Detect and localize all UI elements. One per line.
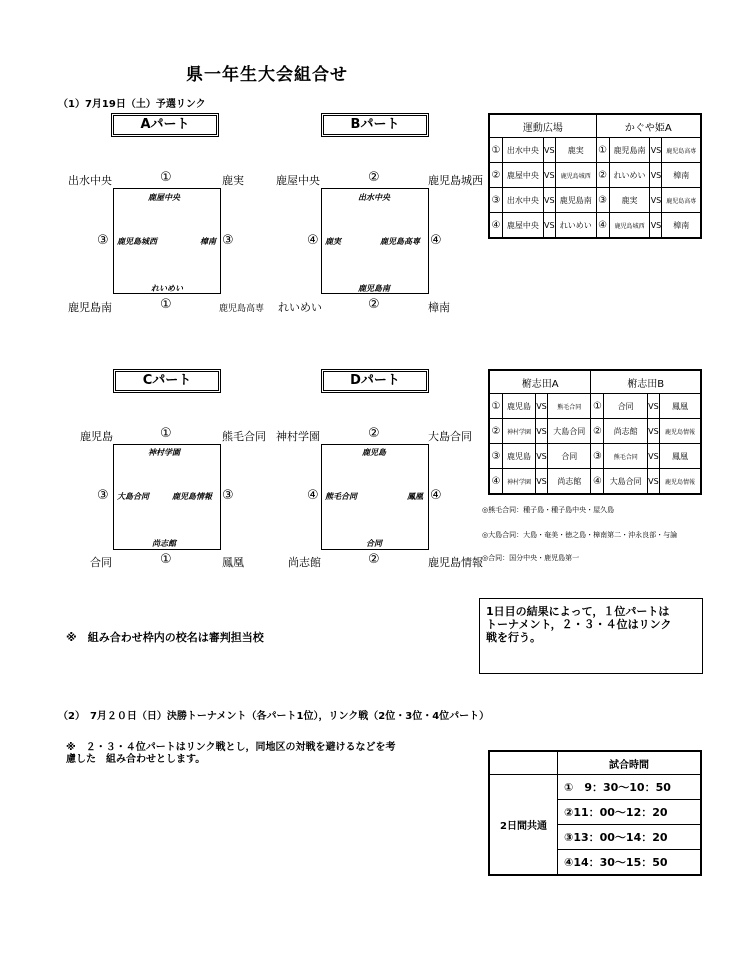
info-line-1: 1日目の結果によって，１位パートは — [486, 605, 670, 618]
info-line-3: 戦を行う。 — [486, 631, 541, 644]
part-a-bottom-left: 鹿児島南 — [68, 301, 112, 314]
table-row — [489, 419, 701, 444]
time-slot: ②11：00～12：20 — [558, 800, 702, 825]
part-d-left-num: ④ — [307, 488, 319, 503]
time-slot: ③13：00～14：20 — [558, 825, 702, 850]
team-cell: 鹿児島 — [503, 444, 536, 469]
time-table-corner — [489, 751, 558, 775]
time-slot: ① 9：30～10：50 — [558, 775, 702, 800]
team-cell: 鹿屋中央 — [503, 213, 544, 239]
part-a-top-right: 鹿実 — [222, 174, 244, 187]
part-c-bottom-right: 鳳凰 — [222, 556, 244, 569]
referee-note: ※ 組み合わせ枠内の校名は審判担当校 — [66, 631, 264, 644]
table-row — [489, 394, 701, 419]
part-a-right-num: ③ — [222, 233, 234, 248]
vs-cell: VS — [647, 394, 659, 419]
team-cell: 合同 — [547, 444, 590, 469]
game-num: ① — [591, 394, 604, 419]
game-num: ③ — [489, 188, 503, 213]
vs-cell: VS — [543, 163, 555, 188]
game-num: ② — [489, 419, 503, 444]
venue-header-2: かぐや姫A — [596, 114, 701, 138]
vs-cell: VS — [650, 138, 662, 163]
venue-header-2: 椨志田B — [591, 370, 701, 394]
vs-cell: VS — [647, 419, 659, 444]
team-cell: 鹿児島城西 — [555, 163, 596, 188]
team-cell: 尚志館 — [547, 469, 590, 495]
part-a-in-top: 鹿屋中央 — [148, 193, 180, 202]
time-table-header: 試合時間 — [558, 751, 702, 775]
part-a-top-left: 出水中央 — [68, 174, 112, 187]
team-cell: 鹿実 — [555, 138, 596, 163]
team-cell: 鹿屋中央 — [503, 163, 544, 188]
table-row — [489, 213, 701, 239]
part-a-in-left: 鹿児島城西 — [117, 237, 157, 246]
team-cell: 鳳凰 — [659, 394, 701, 419]
part-c-bottom-num: ① — [160, 552, 172, 567]
part-d-bottom-num: ② — [368, 552, 380, 567]
table-row — [489, 188, 701, 213]
game-num: ① — [489, 138, 503, 163]
part-b-label: Bパート — [321, 113, 429, 137]
team-cell: 鹿児島高専 — [662, 138, 701, 163]
day1-heading: （1）7月19日（土）予選リンク — [58, 99, 206, 110]
team-cell: 鹿児島情報 — [659, 469, 701, 495]
game-num: ④ — [591, 469, 604, 495]
team-cell: 鹿児島高専 — [662, 188, 701, 213]
part-d-bottom-right: 鹿児島情報 — [428, 556, 483, 569]
part-c-in-top: 神村学園 — [148, 448, 180, 457]
vs-cell: VS — [650, 163, 662, 188]
game-num: ④ — [489, 469, 503, 495]
team-cell: 神村学園 — [503, 419, 536, 444]
part-b-bottom-num: ② — [368, 297, 380, 312]
part-b-in-bottom: 鹿児島南 — [358, 284, 390, 293]
part-b-bottom-right: 樟南 — [428, 301, 450, 314]
team-cell: 大島合同 — [547, 419, 590, 444]
table-row — [489, 444, 701, 469]
team-cell: 大島合同 — [604, 469, 647, 495]
part-a-bottom-num: ① — [160, 297, 172, 312]
team-cell: 鹿児島城西 — [609, 213, 650, 239]
part-b-top-right: 鹿児島城西 — [428, 174, 483, 187]
part-b-top-left: 鹿屋中央 — [276, 174, 320, 187]
team-cell: れいめい — [555, 213, 596, 239]
team-cell: 合同 — [604, 394, 647, 419]
game-num: ① — [596, 138, 609, 163]
info-box — [479, 598, 703, 674]
team-cell: 樟南 — [662, 213, 701, 239]
part-d-in-left: 熊毛合同 — [325, 492, 357, 501]
part-d-label: Dパート — [321, 369, 429, 393]
vs-cell: VS — [543, 188, 555, 213]
team-cell: 神村学園 — [503, 469, 536, 495]
day2-note-line1: ※ ２・３・４位パートはリンク戦とし，同地区の対戦を避けるなどを考 — [66, 742, 396, 753]
schedule-table-2 — [488, 369, 702, 495]
game-num: ① — [489, 394, 503, 419]
game-num: ③ — [489, 444, 503, 469]
vs-cell: VS — [535, 419, 547, 444]
part-a-label: Aパート — [111, 113, 219, 137]
vs-cell: VS — [535, 394, 547, 419]
part-d-in-top: 鹿児島 — [362, 448, 386, 457]
part-b-right-num: ④ — [430, 233, 442, 248]
team-cell: 鹿実 — [609, 188, 650, 213]
note-kumage: ◎熊毛合同：種子島・種子島中央・屋久島 — [482, 506, 615, 514]
part-b-in-top: 出水中央 — [358, 193, 390, 202]
game-num: ② — [591, 419, 604, 444]
part-a-top-num: ① — [160, 170, 172, 185]
part-c-label: Cパート — [113, 369, 221, 393]
team-cell: 樟南 — [662, 163, 701, 188]
vs-cell: VS — [543, 138, 555, 163]
game-num: ④ — [489, 213, 503, 239]
page-title: 県一年生大会組合せ — [186, 65, 348, 85]
time-slot: ④14：30～15：50 — [558, 850, 702, 876]
part-c-in-bottom: 尚志館 — [152, 539, 176, 548]
game-num: ② — [596, 163, 609, 188]
part-a-in-right: 樟南 — [200, 237, 216, 246]
vs-cell: VS — [543, 213, 555, 239]
note-oshima: ◎大島合同：大島・奄美・徳之島・樟南第二・沖永良部・与論 — [482, 531, 678, 539]
part-c-top-num: ① — [160, 426, 172, 441]
vs-cell: VS — [535, 469, 547, 495]
part-a-left-num: ③ — [97, 233, 109, 248]
vs-cell: VS — [650, 213, 662, 239]
part-b-left-num: ④ — [307, 233, 319, 248]
part-d-right-num: ④ — [430, 488, 442, 503]
part-b-in-left: 鹿実 — [325, 237, 341, 246]
part-a-in-bottom: れいめい — [151, 284, 183, 293]
part-c-top-right: 熊毛合同 — [222, 430, 266, 443]
schedule-table-1 — [488, 113, 702, 239]
team-cell: 尚志館 — [604, 419, 647, 444]
part-d-in-bottom: 合同 — [366, 539, 382, 548]
vs-cell: VS — [650, 188, 662, 213]
team-cell: 出水中央 — [503, 138, 544, 163]
table-row — [489, 469, 701, 495]
game-num: ② — [489, 163, 503, 188]
venue-header-1: 椨志田A — [489, 370, 591, 394]
part-c-right-num: ③ — [222, 488, 234, 503]
team-cell: 出水中央 — [503, 188, 544, 213]
part-d-top-left: 神村学園 — [276, 430, 320, 443]
note-godo: ◎合同：国分中央・鹿児島第一 — [482, 554, 580, 562]
table-row — [489, 163, 701, 188]
team-cell: 鹿児島 — [503, 394, 536, 419]
time-table — [488, 750, 702, 876]
part-d-bottom-left: 尚志館 — [288, 556, 321, 569]
team-cell: 鹿児島情報 — [659, 419, 701, 444]
team-cell: 熊毛合同 — [547, 394, 590, 419]
team-cell: 鳳凰 — [659, 444, 701, 469]
day2-heading: （2） 7月２０日（日）決勝トーナメント（各パート1位），リンク戦（2位・3位・4位パート） — [58, 711, 490, 722]
part-b-bottom-left: れいめい — [278, 301, 322, 314]
part-c-in-right: 鹿児島情報 — [172, 492, 212, 501]
team-cell: 鹿児島南 — [609, 138, 650, 163]
time-table-label: 2日間共通 — [489, 775, 558, 876]
info-line-2: トーナメント，２・３・４位はリンク — [486, 618, 672, 631]
game-num: ③ — [596, 188, 609, 213]
part-d-top-right: 大島合同 — [428, 430, 472, 443]
vs-cell: VS — [647, 469, 659, 495]
game-num: ③ — [591, 444, 604, 469]
team-cell: れいめい — [609, 163, 650, 188]
part-d-top-num: ② — [368, 426, 380, 441]
vs-cell: VS — [535, 444, 547, 469]
part-a-bottom-right: 鹿児島高専 — [219, 304, 265, 314]
part-c-top-left: 鹿児島 — [80, 430, 113, 443]
table-row — [489, 138, 701, 163]
day2-note-line2: 慮した 組み合わせとします。 — [66, 754, 206, 765]
part-c-in-left: 大島合同 — [117, 492, 149, 501]
game-num: ④ — [596, 213, 609, 239]
team-cell: 熊毛合同 — [604, 444, 647, 469]
part-d-in-right: 鳳凰 — [407, 492, 423, 501]
part-c-bottom-left: 合同 — [90, 556, 112, 569]
part-b-in-right: 鹿児島高専 — [380, 237, 420, 246]
venue-header-1: 運動広場 — [489, 114, 596, 138]
team-cell: 鹿児島南 — [555, 188, 596, 213]
part-b-top-num: ② — [368, 170, 380, 185]
vs-cell: VS — [647, 444, 659, 469]
part-c-left-num: ③ — [97, 488, 109, 503]
